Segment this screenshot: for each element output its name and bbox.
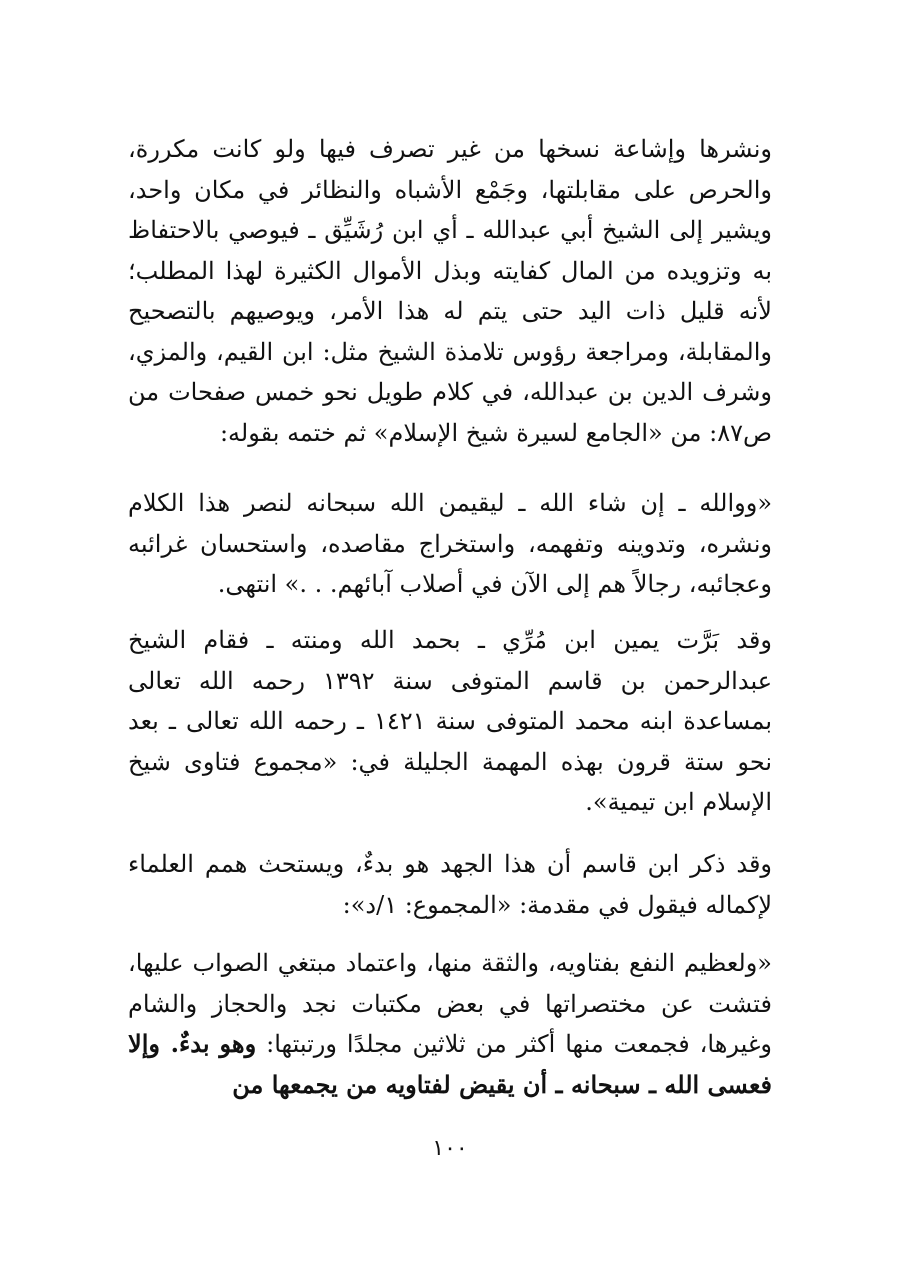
text-line: والشام وغيرها، فجمعت منها أكثر من ثلاثين مجلدًا ورتبتها: bbox=[128, 989, 772, 1058]
quote-text bbox=[128, 483, 772, 605]
text-line: وقد بَرَّت يمين ابن مُرِّي ـ بحمد الله ومنته ـ فقام الشيخ bbox=[128, 626, 772, 654]
text-line: عليها، فتشت عن مختصراتها في بعض مكتبات نجد والحجاز bbox=[128, 949, 772, 1018]
text-line: عبدالرحمن بن قاسم المتوفى سنة ١٣٩٢ رحمه الله تعالى بمساعدة bbox=[128, 666, 773, 735]
text-line: ونشرها وإشاعة نسخها من غير تصرف فيها ولو كانت مكررة، bbox=[128, 135, 772, 163]
text-line: به وتزويده من المال كفايته وبذل الأموال الكثيرة لهذا المطلب؛ bbox=[128, 256, 773, 285]
text-line: ونشره، وتدوينه وتفهمه، واستخراج مقاصده، واستحسان غرائبه bbox=[128, 529, 772, 558]
text-line: العلماء لإكماله فيقول في مقدمة: «المجموع: ١/د»: bbox=[128, 850, 772, 919]
text-line: والمقابلة، ومراجعة رؤوس تلامذة الشيخ مثل: ابن القيم، والمزي، bbox=[128, 337, 772, 366]
text-line: تيمية». bbox=[585, 788, 656, 816]
paragraph-3 bbox=[128, 620, 772, 823]
text-line: ص٨٧: من «الجامع لسيرة شيخ الإسلام» ثم ختمه بقوله: bbox=[219, 418, 772, 447]
text-line: وشرف الدين بن عبدالله، في كلام طويل نحو خمس صفحات من bbox=[128, 378, 772, 406]
paragraph-3-text bbox=[128, 620, 772, 823]
bold-text: بدءٌ. وإلا فعسى الله ـ سبحانه ـ أن يقيض لفتاويه من يجمعها من bbox=[128, 1029, 772, 1099]
text-line: وعجائبه، رجالاً هم إلى الآن في أصلاب آبائهم. . .» انتهى. bbox=[217, 570, 772, 598]
paragraph-4-text bbox=[128, 844, 772, 925]
text-line: ويشير إلى الشيخ أبي عبدالله ـ أي ابن رُشَيِّق ـ فيوصي بالاحتفاظ bbox=[128, 216, 772, 244]
text-line: ابنه محمد المتوفى سنة ١٤٢١ ـ رحمه الله تعالى ـ بعد نحو ستة bbox=[128, 707, 773, 776]
paragraph-5 bbox=[128, 943, 772, 1105]
text-line: لأنه قليل ذات اليد حتى يتم له هذا الأمر، ويوصيهم بالتصحيح bbox=[128, 297, 772, 325]
quote-text bbox=[128, 943, 772, 1105]
text-line: والحرص على مقابلتها، وجَمْع الأشباه والنظائر في مكان واحد، bbox=[128, 175, 772, 204]
paragraph-4 bbox=[128, 844, 772, 925]
paragraph-1-text bbox=[128, 129, 772, 453]
text-line: وقد ذكر ابن قاسم أن هذا الجهد هو بدءٌ، ويستحث همم bbox=[204, 850, 773, 878]
paragraph-1 bbox=[128, 129, 772, 453]
text-line: «ولعظيم النفع بفتاويه، والثقة منها، واعتماد مبتغي الصواب bbox=[192, 949, 772, 977]
text-line: «ووالله ـ إن شاء الله ـ ليقيمن الله سبحانه لنصر هذا الكلام bbox=[128, 489, 772, 517]
bold-text: وهو bbox=[219, 1029, 257, 1058]
page-number: ١٠٠ bbox=[432, 1136, 468, 1161]
text-line: قرون بهذه المهمة الجليلة في: «مجموع فتاوى شيخ الإسلام ابن bbox=[128, 747, 772, 816]
paragraph-2 bbox=[128, 483, 772, 605]
